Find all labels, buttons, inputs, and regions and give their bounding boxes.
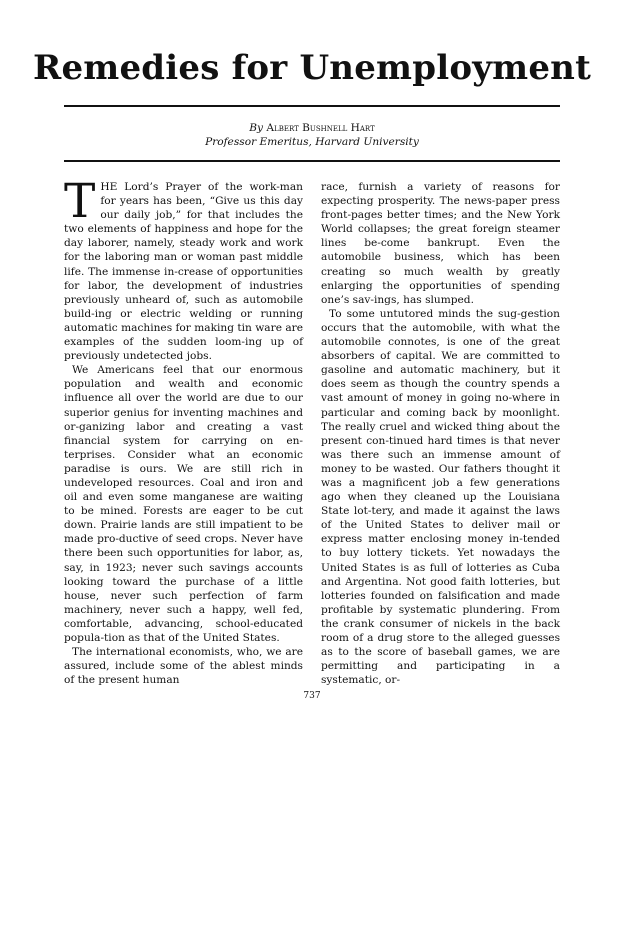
- paragraph: The international economists, who, we are assured, include some of the ablest minds of the present human: [64, 646, 303, 687]
- paragraph: We Americans feel that our enormous population and wealth and economic influence all over the world are due to our superior genius for inventing machines and or-ganizing labor and creating a vast financial system for carrying on en-terprises. Consider what an economic paradise is ours. We are still rich in undeveloped resources. Coal and iron and oil and even some manganese are waiting to be mined. Forests are eager to be cut down. Prairie lands are still impatient to be made pro-ductive of seed crops. Never have there been such opportunities for labor, as, say, in 1923; never such savings accounts looking toward the purchase of a little house, never such perfection of farm machinery, never such a happy, well fed, comfortable, advancing, school-educated popula-tion as that of the United States.: [64, 364, 303, 644]
- author-name: Albert Bushnell Hart: [266, 122, 375, 134]
- drop-cap: T: [64, 174, 96, 229]
- page-number: 737: [303, 691, 321, 701]
- paragraph: To some untutored minds the sug-gestion occurs that the automobile, with what the automobile connotes, is one of the great absorbers of capital. We are committed to gasoline and automatic machinery, but it does seem as though the country spends a vast amount of money in going no-where in particular and coming back by moonlight. The really cruel and wicked thing about the present con-tinued hard times is that never was there such an immense amount of money to be wasted. Our fathers thought it was a magnificent job a few generations ago when they cleaned up the Louisiana State lot-tery, and made it against the laws of the United States to deliver mail or express matter enclosing money in-tended to buy lottery tickets. Yet nowadays the United States is as full of lotteries as Cuba and Argentina. Not good faith lotteries, but lotteries founded on falsification and made profitable by systematic plundering. From the crank consumer of nickels in the back room of a drug store to the alleged guesses as to the score of baseball games, we are permitting and participating in a systematic, or-: [321, 307, 560, 687]
- article-title: Remedies for Unemployment: [33, 48, 591, 88]
- author-line: [0, 121, 624, 135]
- paragraph-text: HE Lord’s Prayer of the work-man for years has been, “Give us this day our daily job,” for that includes the two elements of happiness and hope for the day laborer, namely, steady work and work for the laboring man or woman past middle life. The immense in-crease of opportunities for labor, the development of industries previously unheard of, such as automobile build-ing or electric welding or running automatic machines for making tin ware are examples of the sudden loom-ing up of previously undetected jobs.: [64, 181, 303, 363]
- top-rule: [64, 105, 560, 107]
- left-column: [64, 174, 303, 687]
- byline: [0, 121, 624, 149]
- paragraph: race, furnish a variety of reasons for expecting prosperity. The news-paper press front-pages better times; and the New York World collapses; the great foreign steamer lines be-come bankrupt. Even the automobile business, which has been creating so much wealth by greatly enlarging the opportunities of spending one’s sav-ings, has slumped.: [321, 181, 560, 306]
- bottom-rule: [64, 160, 560, 162]
- byline-prefix: By: [249, 122, 264, 134]
- right-column: [321, 180, 560, 687]
- author-affiliation: Professor Emeritus, Harvard University: [205, 136, 419, 148]
- paragraph: [64, 174, 303, 363]
